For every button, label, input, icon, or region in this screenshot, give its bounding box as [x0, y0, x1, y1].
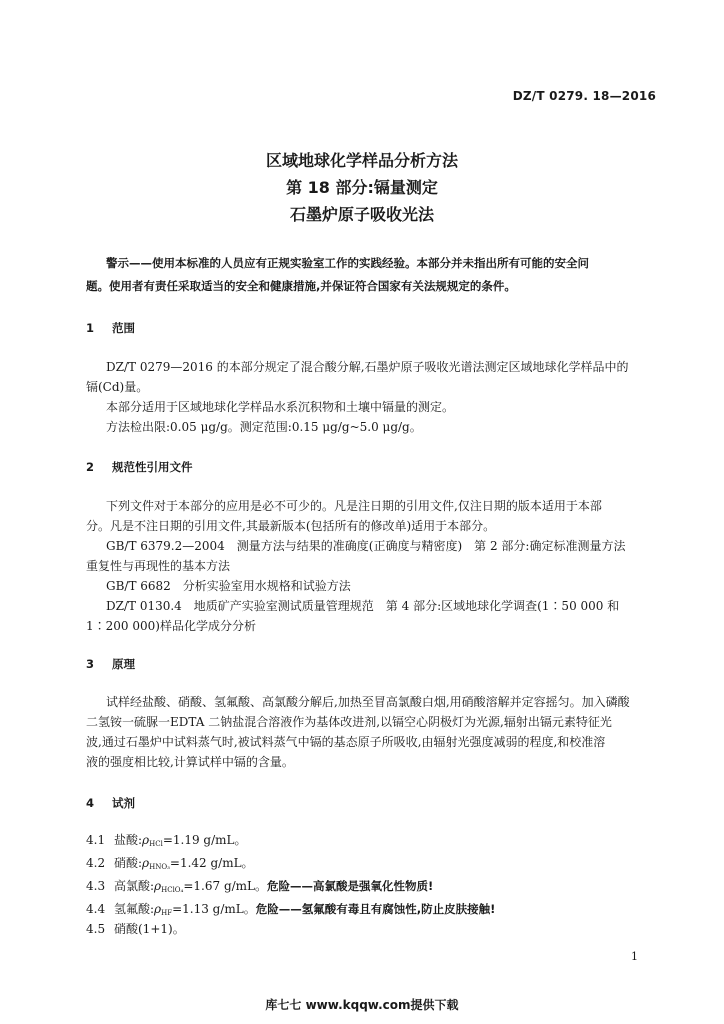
density-subscript: HF	[161, 909, 173, 917]
reference-line: 重复性与再现性的基本方法	[86, 559, 231, 573]
section-2-body	[86, 496, 658, 636]
warning-line-2: 题。使用者有责任采取适当的安全和健康措施,并保证符合国家有关法规规定的条件。	[86, 279, 516, 293]
page-number: 1	[631, 950, 638, 963]
reagent-item	[86, 919, 185, 939]
section-title: 规范性引用文件	[112, 460, 193, 474]
density-value: =1.42 g/mL。	[169, 856, 254, 870]
reagent-name: 高氯酸:	[114, 879, 155, 893]
reagent-name: 氢氟酸:	[114, 902, 155, 916]
reagent-name: 硝酸(1+1)。	[114, 922, 185, 936]
title-line-3: 石墨炉原子吸收光法	[289, 205, 434, 224]
paragraph-line: 试样经盐酸、硝酸、氢氟酸、高氯酸分解后,加热至冒高氯酸白烟,用硝酸溶解并定容摇匀。加入磷酸	[106, 695, 630, 709]
reference-line: GB/T 6379.2—2004 测量方法与结果的准确度(正确度与精密度) 第 2 部分:确定标准测量方法	[106, 539, 626, 553]
density-subscript: HCl	[149, 840, 163, 848]
density-value: =1.19 g/mL。	[162, 833, 247, 847]
density-value: =1.13 g/mL。	[172, 902, 256, 916]
reagent-name: 盐酸:	[114, 833, 143, 847]
paragraph-line: 液的强度相比较,计算试样中镉的含量。	[86, 755, 294, 769]
paragraph-line: 本部分适用于区域地球化学样品水系沉积物和土壤中镉量的测定。	[106, 400, 455, 414]
reagent-item	[86, 853, 254, 877]
reference-line: GB/T 6682 分析实验室用水规格和试验方法	[106, 579, 351, 593]
paragraph-line: DZ/T 0279—2016 的本部分规定了混合酸分解,石墨炉原子吸收光谱法测定区域地球化学样品中的	[106, 360, 629, 374]
reagent-item	[86, 830, 246, 854]
density-symbol: ρ	[142, 833, 150, 847]
section-4-heading	[86, 795, 135, 811]
section-number: 3	[86, 657, 95, 671]
reagent-item	[86, 876, 433, 900]
section-title: 试剂	[112, 796, 135, 810]
download-footer: 库七七 www.kqqw.com提供下载	[265, 998, 459, 1012]
safety-warning	[86, 252, 656, 298]
paragraph-line: 镉(Cd)量。	[86, 380, 149, 394]
density-symbol: ρ	[154, 902, 162, 916]
warning-line-1: 警示——使用本标准的人员应有正规实验室工作的实践经验。本部分并未指出所有可能的安全问	[106, 256, 589, 270]
reference-line: DZ/T 0130.4 地质矿产实验室测试质量管理规范 第 4 部分:区域地球化学调查(1∶50 000 和	[106, 599, 620, 613]
section-number: 4	[86, 796, 95, 810]
section-3-body	[86, 692, 658, 772]
title-line-2: 第 18 部分:镉量测定	[286, 178, 438, 197]
section-1-body	[86, 357, 658, 437]
section-title: 范围	[112, 321, 135, 335]
section-number: 2	[86, 460, 95, 474]
item-number: 4.1	[86, 833, 106, 847]
density-symbol: ρ	[142, 856, 150, 870]
hazard-warning: 危险——氢氟酸有毒且有腐蚀性,防止皮肤接触!	[255, 902, 496, 916]
section-number: 1	[86, 321, 95, 335]
section-3-heading	[86, 656, 135, 672]
item-number: 4.4	[86, 902, 106, 916]
item-number: 4.5	[86, 922, 106, 936]
item-number: 4.3	[86, 879, 106, 893]
document-title	[0, 147, 724, 228]
paragraph-line: 二氢铵一硫脲一EDTA 二钠盐混合溶液作为基体改进剂,以镉空心阴极灯为光源,辐射出镉元素特征光	[86, 715, 612, 729]
section-2-heading	[86, 459, 193, 475]
reference-line: 1∶200 000)样品化学成分分析	[86, 619, 256, 633]
density-value: =1.67 g/mL。	[183, 879, 268, 893]
reagent-name: 硝酸:	[114, 856, 143, 870]
paragraph-line: 方法检出限:0.05 μg/g。测定范围:0.15 μg/g~5.0 μg/g。	[106, 420, 422, 434]
standard-code: DZ/T 0279. 18—2016	[512, 89, 656, 103]
section-title: 原理	[112, 657, 135, 671]
density-symbol: ρ	[154, 879, 162, 893]
section-1-heading	[86, 320, 135, 336]
paragraph-line: 下列文件对于本部分的应用是必不可少的。凡是注日期的引用文件,仅注日期的版本适用于本部	[106, 499, 602, 513]
paragraph-line: 分。凡是不注日期的引用文件,其最新版本(包括所有的修改单)适用于本部分。	[86, 519, 496, 533]
paragraph-line: 波,通过石墨炉中试料蒸气时,被试料蒸气中镉的基态原子所吸收,由辐射光强度减弱的程度,和校准溶	[86, 735, 606, 749]
density-subscript: HNO₃	[149, 863, 170, 871]
density-subscript: HClO₄	[161, 886, 184, 894]
title-line-1: 区域地球化学样品分析方法	[265, 151, 458, 170]
hazard-warning: 危险——高氯酸是强氧化性物质!	[267, 879, 434, 893]
item-number: 4.2	[86, 856, 106, 870]
